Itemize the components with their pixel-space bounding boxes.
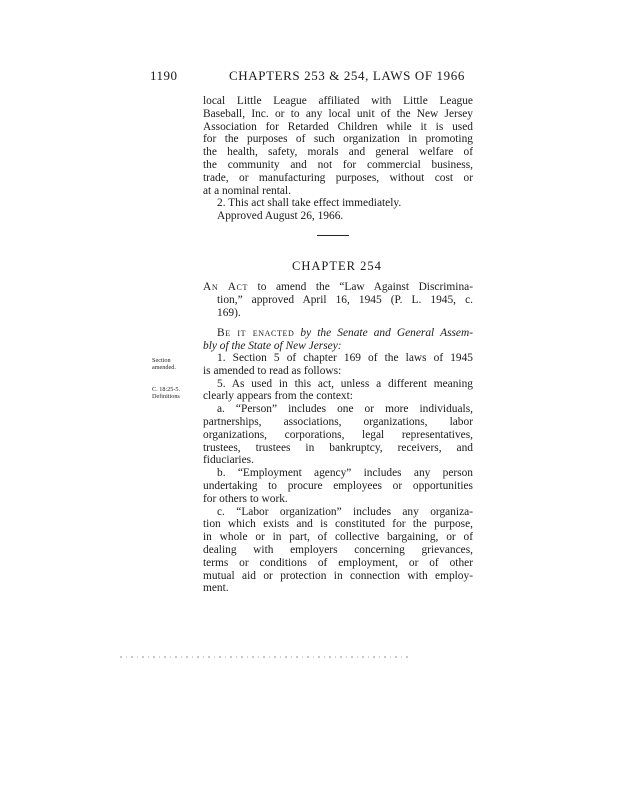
enacting-line xyxy=(203,327,473,340)
margin-note-section-amended xyxy=(152,357,198,371)
text-line: c. “Labor organization” includes any organiza- xyxy=(217,505,473,518)
chapter-253-continuation xyxy=(203,95,473,223)
text-line: 5. As used in this act, unless a different meaning xyxy=(217,377,473,390)
margin-note-line: amended. xyxy=(152,364,176,372)
text-line: trustees, trustees in bankruptcy, receivers, and xyxy=(203,441,473,454)
enacting-clause xyxy=(203,327,473,353)
text-line: trade, or manufacturing purposes, without cost or xyxy=(203,171,473,184)
approval-date: Approved August 26, 1966. xyxy=(217,210,344,223)
margin-note-line: C. 18:25-5. xyxy=(152,386,181,393)
text-line: undertaking to procure employees or opportunities xyxy=(203,479,473,492)
text-line: organizations, corporations, legal representatives, xyxy=(203,428,473,441)
text-line: terms or conditions of employment, or of other xyxy=(203,556,473,569)
page-header xyxy=(150,68,465,84)
text-line: Association for Retarded Children while it is used xyxy=(203,120,473,133)
section-text xyxy=(203,352,473,595)
text-line: local Little League affiliated with Little League xyxy=(203,95,473,107)
section-divider xyxy=(317,235,349,236)
act-title-line: tion,” approved April 16, 1945 (P. L. 1945, c. xyxy=(217,293,473,306)
margin-note-line: Section xyxy=(152,357,171,364)
margin-note-line: Definitions xyxy=(152,393,180,401)
scan-artifact xyxy=(120,656,410,658)
margin-note-definitions xyxy=(152,386,198,400)
running-title: CHAPTERS 253 & 254, LAWS OF 1966 xyxy=(229,68,465,83)
act-title-text: to amend the “Law Against Discrimina- xyxy=(247,281,473,293)
text-line: the community and not for commercial business, xyxy=(203,158,473,171)
text-line: tion which exists and is constituted for the purpose, xyxy=(203,518,473,531)
text-line: mutual aid or protection in connection with employ- xyxy=(203,569,473,582)
text-line: is amended to read as follows: xyxy=(203,364,342,377)
text-line: the health, safety, morals and general welfare of xyxy=(203,146,473,159)
text-line: clearly appears from the context: xyxy=(203,390,353,403)
text-line: in whole or in part, of collective bargaining, or of xyxy=(203,531,473,544)
chapter-heading: CHAPTER 254 xyxy=(292,259,382,273)
text-line: for the purposes of such organization in promoting xyxy=(203,133,473,146)
text-line: Baseball, Inc. or to any local unit of the New Jersey xyxy=(203,107,473,120)
text-line: fiduciaries. xyxy=(203,454,254,467)
page-number: 1190 xyxy=(150,68,178,83)
enacting-line: bly of the State of New Jersey: xyxy=(203,339,342,352)
enacting-lead: Be it enacted xyxy=(217,327,295,339)
act-title xyxy=(203,281,473,319)
text-line: 1. Section 5 of chapter 169 of the laws of 1945 xyxy=(217,352,473,364)
text-line: a. “Person” includes one or more individuals, xyxy=(217,403,473,416)
enacting-text: by the Senate and General Assem- xyxy=(294,327,473,339)
text-line: b. “Employment agency” includes any person xyxy=(217,467,473,480)
effective-date-clause: 2. This act shall take effect immediately. xyxy=(217,197,402,210)
text-line: at a nominal rental. xyxy=(203,184,291,197)
act-title-line xyxy=(203,281,473,294)
text-line: dealing with employers concerning grievances, xyxy=(203,543,473,556)
text-line: ment. xyxy=(203,582,229,595)
act-title-line: 169). xyxy=(217,306,241,319)
text-line: for others to work. xyxy=(203,492,288,505)
act-title-lead: An Act xyxy=(203,281,248,293)
text-line: partnerships, associations, organizations, labor xyxy=(203,415,473,428)
